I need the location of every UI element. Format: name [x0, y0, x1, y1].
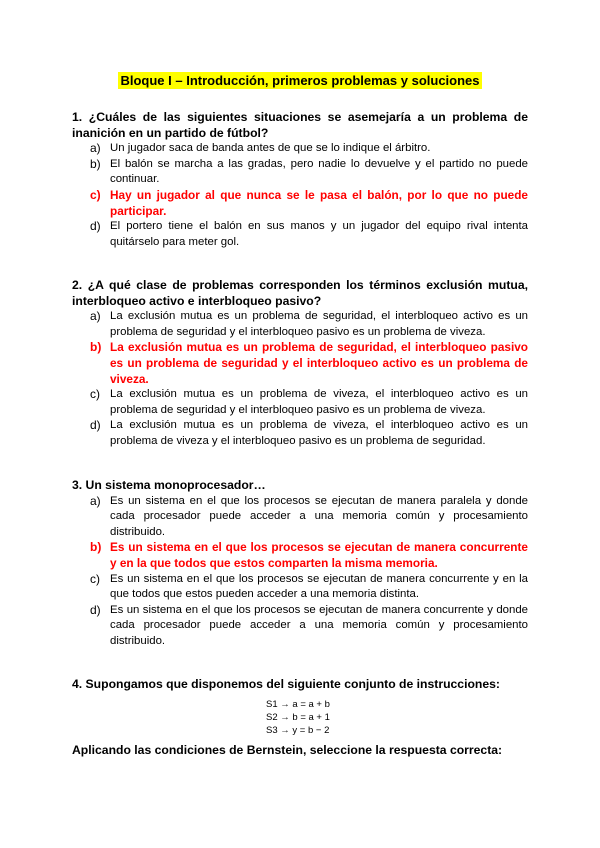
- option-label: c): [90, 187, 101, 202]
- question-2-option-d[interactable]: [72, 418, 528, 449]
- option-text: La exclusión mutua es un problema de seguridad, el interbloqueo activo es un problema de seguridad y el interbloqueo pasivo es un problema de viveza.: [110, 310, 528, 338]
- instruction-s1: S1 → a = a + b: [266, 699, 330, 710]
- option-text: Es un sistema en el que los procesos se ejecutan de manera concurrente y en la que todos que estos comparten la misma memoria.: [110, 540, 528, 570]
- question-3-text: 3. Un sistema monoprocesador…: [72, 478, 266, 492]
- option-text: Es un sistema en el que los procesos se ejecutan de manera concurrente y en la que todos que estos pueden acceder a una memoria distinta.: [110, 572, 528, 601]
- question-3-option-b-correct[interactable]: [72, 540, 528, 571]
- block-title: Bloque I – Introducción, primeros problemas y soluciones: [120, 73, 480, 88]
- instruction-set: [266, 698, 330, 737]
- option-label: b): [90, 156, 101, 171]
- option-label: d): [90, 418, 101, 433]
- question-2-text: 2. ¿A qué clase de problemas corresponden los términos exclusión mutua, interbloqueo activo e interbloqueo pasivo?: [72, 278, 528, 308]
- question-2: [72, 278, 528, 450]
- option-label: d): [90, 602, 101, 617]
- option-text: El balón se marcha a las gradas, pero nadie lo devuelve y el partido no puede continuar.: [110, 157, 528, 186]
- question-1-option-c-correct[interactable]: [72, 188, 528, 219]
- option-text: Un jugador saca de banda antes de que se lo indique el árbitro.: [110, 142, 431, 155]
- question-2-option-a[interactable]: [72, 309, 528, 340]
- question-1-option-b[interactable]: [72, 157, 528, 188]
- question-1-option-d[interactable]: [72, 219, 528, 250]
- option-label: b): [90, 340, 102, 355]
- question-3-option-c[interactable]: [72, 572, 528, 603]
- option-label: a): [90, 493, 101, 508]
- option-label: a): [90, 141, 101, 156]
- option-text: La exclusión mutua es un problema de viveza, el interbloqueo activo es un problema de seguridad y el interbloqueo pasivo es un problema de viveza.: [110, 388, 528, 416]
- option-text: Hay un jugador al que nunca se le pasa el balón, por lo que no puede participar.: [110, 187, 528, 218]
- question-3-option-a[interactable]: [72, 494, 528, 541]
- question-2-option-b-correct[interactable]: [72, 340, 528, 387]
- option-label: b): [90, 540, 102, 555]
- question-4: [72, 677, 528, 693]
- instruction-s3: S3 → y = b − 2: [266, 725, 330, 736]
- option-text: La exclusión mutua es un problema de viveza, el interbloqueo activo es un problema de viveza y el interbloqueo pasivo es un problema de seguridad.: [110, 419, 528, 447]
- option-label: c): [90, 387, 100, 402]
- option-text: Es un sistema en el que los procesos se ejecutan de manera concurrente y donde cada procesador puede acceder a una memoria común y procesamiento distribuido.: [110, 603, 528, 647]
- question-1-text: 1. ¿Cuáles de las siguientes situaciones se asemejaría a un problema de inanición en un partido de fútbol?: [72, 110, 528, 140]
- question-3: [72, 478, 528, 650]
- bernstein-prompt: Aplicando las condiciones de Bernstein, seleccione la respuesta correcta:: [72, 743, 503, 757]
- option-label: c): [90, 571, 100, 586]
- question-2-option-c[interactable]: [72, 387, 528, 418]
- instruction-s2: S2 → b = a + 1: [266, 712, 330, 723]
- question-4-text: 4. Supongamos que disponemos del siguiente conjunto de instrucciones:: [72, 677, 500, 691]
- question-1: [72, 110, 528, 250]
- option-label: d): [90, 219, 101, 234]
- option-text: El portero tiene el balón en sus manos y un jugador del equipo rival intenta quitárselo para meter gol.: [110, 220, 528, 248]
- option-text: Es un sistema en el que los procesos se ejecutan de manera paralela y donde cada procesador puede acceder a una memoria común y procesamiento distribuido.: [110, 494, 528, 538]
- question-3-option-d[interactable]: [72, 603, 528, 650]
- option-text: La exclusión mutua es un problema de seguridad, el interbloqueo pasivo es un problema de seguridad y el interbloqueo activo es un problema de viveza.: [110, 340, 528, 386]
- question-1-option-a[interactable]: [72, 141, 528, 157]
- option-label: a): [90, 309, 101, 324]
